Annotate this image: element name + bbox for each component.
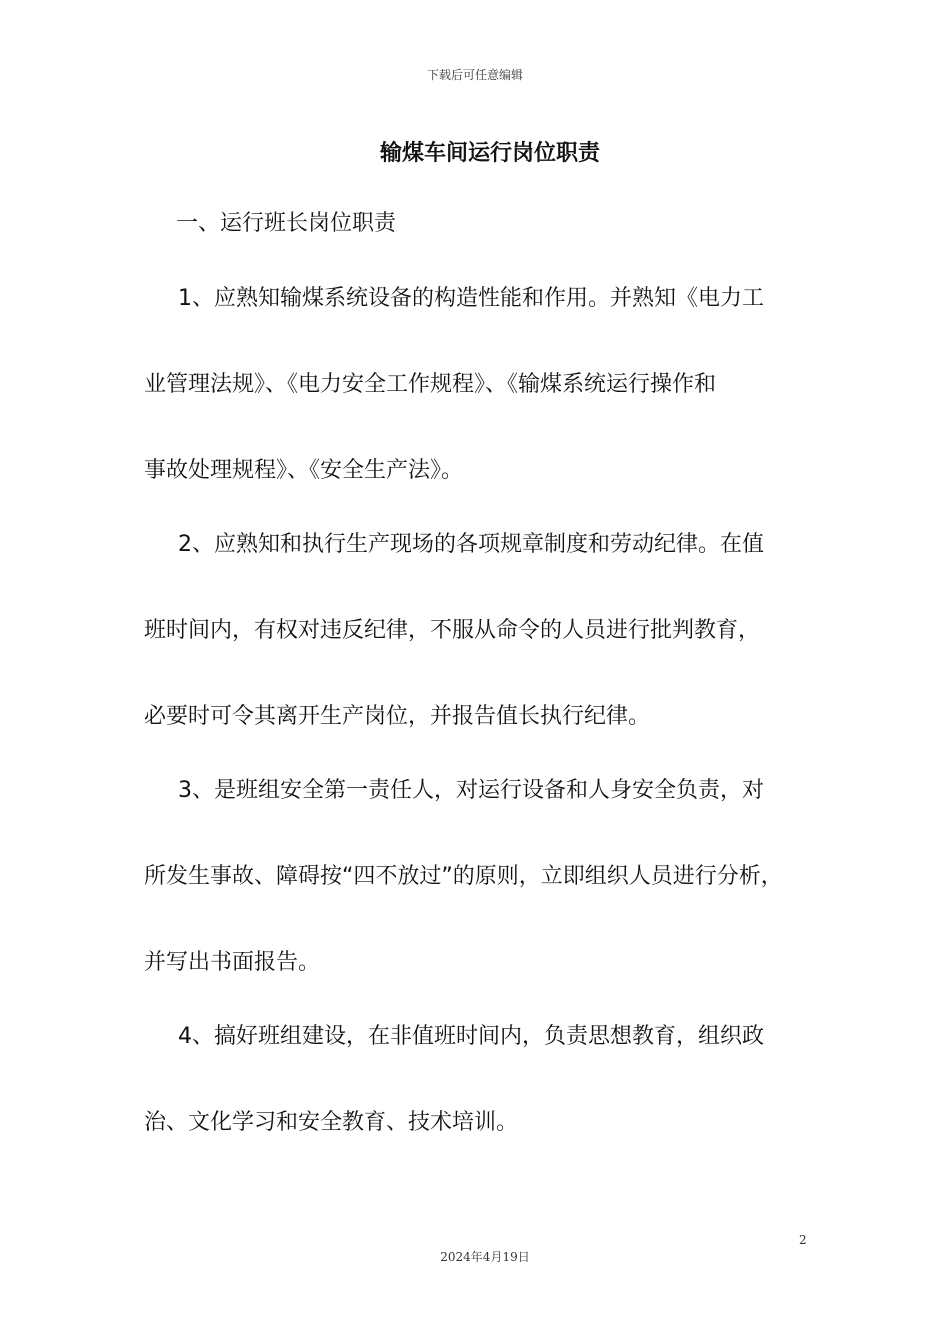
paragraph-2-line-1: 2、应熟知和执行生产现场的各项规章制度和劳动纪律。在值 [178,532,764,557]
paragraph-2-line-2: 班时间内，有权对违反纪律，不服从命令的人员进行批判教育， [144,618,761,643]
paragraph-2-line-3: 必要时可令其离开生产岗位，并报告值长执行纪律。 [144,704,651,729]
paragraph-3-line-3: 并写出书面报告。 [144,950,321,975]
section-heading: 一、运行班长岗位职责 [176,211,397,236]
footer-date: 2024年4月19日 [440,1250,530,1264]
paragraph-1-line-1: 1、应熟知输煤系统设备的构造性能和作用。并熟知《电力工 [178,286,764,311]
paragraph-1-line-2: 业管理法规》、《电力安全工作规程》、《输煤系统运行操作和 [144,372,717,397]
paragraph-3-line-2: 所发生事故、障碍按“四不放过”的原则，立即组织人员进行分析， [144,864,783,889]
paragraph-3-line-1: 3、是班组安全第一责任人，对运行设备和人身安全负责，对 [178,778,764,803]
page-header: 下载后可任意编辑 [426,68,523,82]
paragraph-4-line-2: 治、文化学习和安全教育、技术培训。 [144,1110,519,1135]
paragraph-4-line-1: 4、搞好班组建设，在非值班时间内，负责思想教育，组织政 [178,1024,764,1049]
document-title: 输煤车间运行岗位职责 [379,141,600,166]
paragraph-1-line-3: 事故处理规程》、《安全生产法》。 [144,458,464,483]
page-number: 2 [799,1233,807,1247]
